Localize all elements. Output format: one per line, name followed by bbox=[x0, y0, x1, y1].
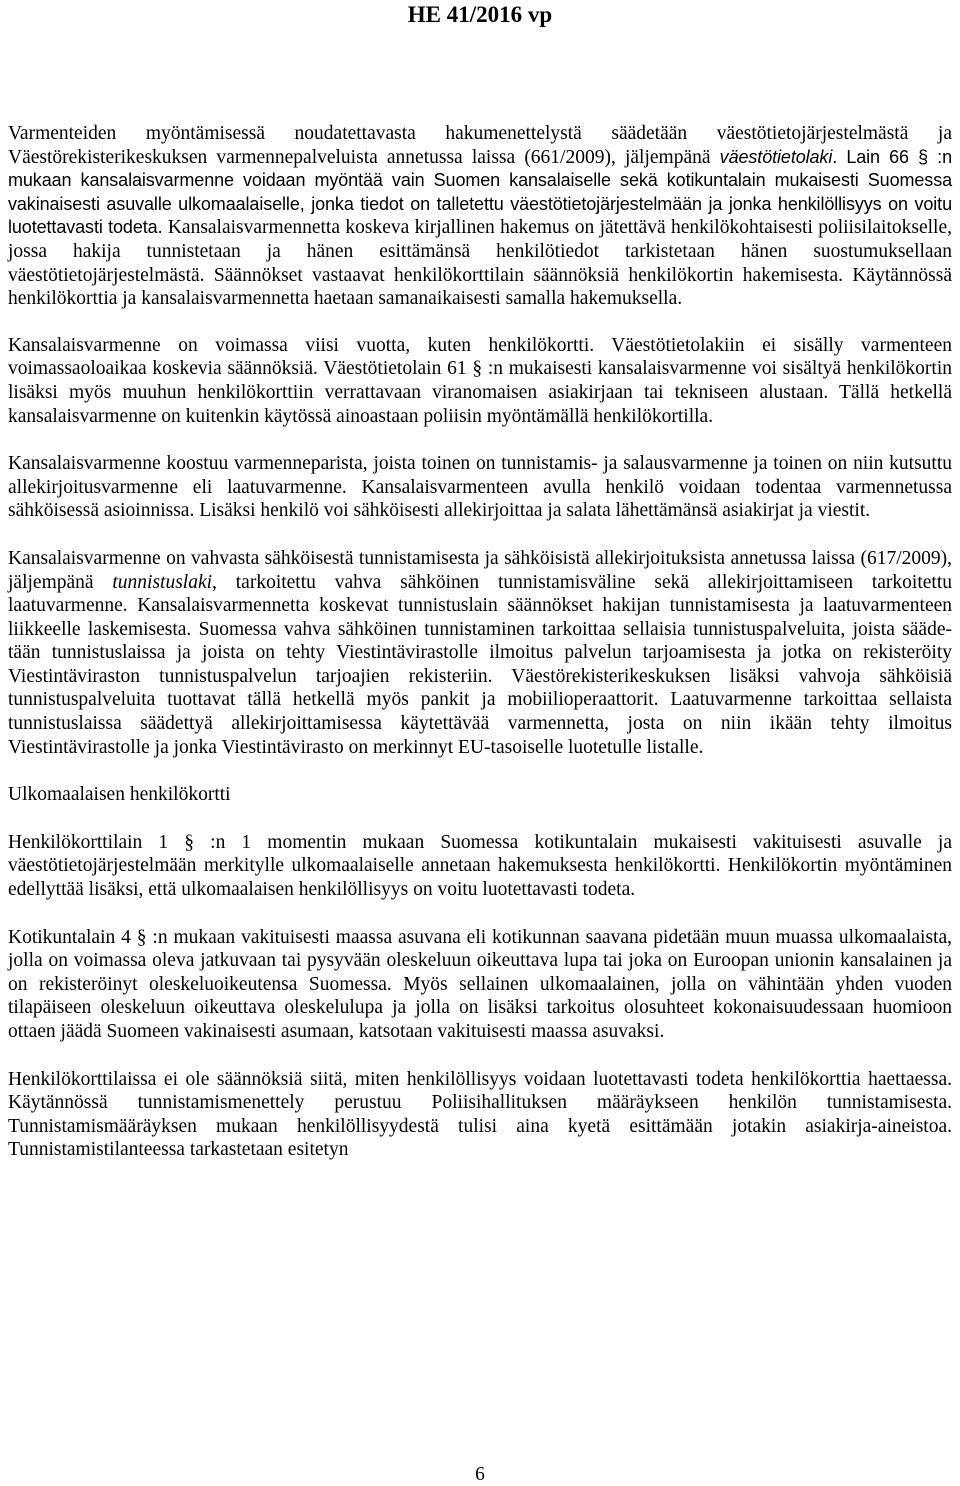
italic-term-vaestotietolaki: väestötietolaki bbox=[719, 146, 833, 167]
page-number: 6 bbox=[475, 1464, 485, 1485]
paragraph-citizen-certificate-application bbox=[8, 122, 952, 311]
document-header: HE 41/2016 vp bbox=[407, 2, 553, 27]
paragraph-certificate-validity: Kansalaisvarmenne on voimassa viisi vuotta, kuten henkilökortti. Väestötietolakiin ei sisälly varmenteen voimassaoloaikaa koskevia säännöksiä. Väestötietolain 61 § :n mukaisesti kansalaisvarmenne voi sisältyä henkilökortin lisäksi myös muuhun henkilökorttiin verrattavaan viranomaisen asiakirjaan tai tekniseen alustaan. Tällä hetkellä kansalaisvarmenne on kuitenkin käytössä ainoastaan poliisin myöntämällä henkilökortilla. bbox=[8, 334, 952, 427]
italic-term-tunnistuslaki: tunnistuslaki bbox=[112, 571, 213, 593]
paragraph-text: Varmenteiden myöntämisessä noudatettavasta hakumenettelystä säädetään väestötietojärjestelmästä ja Väestörekisterikeskuksen varmennepalveluista annetussa laissa (661/2009), jäljempänä bbox=[8, 123, 952, 168]
paragraph-identity-card-law: Henkilökorttilain 1 § :n 1 momentin mukaan Suomessa kotikuntalain mukaisesti vakituisesti asuvalle ja väestötietojärjestelmään merkitylle ulkomaalaiselle annetaan hakemuksesta henkilökortti. Henkilökortin myöntäminen edellyttää lisäksi, että ulkomaalaisen henkilöllisyys on voitu luotettavasti todeta. bbox=[8, 831, 952, 901]
paragraph-text: Kansalaisvarmenne on vahvasta sähköisestä tunnistamisesta ja sähköisistä allekirjoituksista annetussa laissa (617/2009), jäljempänä bbox=[8, 547, 952, 593]
paragraph-identification-procedure: Henkilökorttilaissa ei ole säännöksiä siitä, miten henkilöllisyys voidaan luotettavasti todeta henkilökorttia haettaessa. Käytännössä tunnistamismenettely perustuu Poliisihallituksen määräykseen henkilön tunnistamisesta. Tunnistamismääräyksen mukaan henkilöllisyydestä tulisi aina kyetä esittämään jotakin asiakirja-aineistoa. Tunnistamistilanteessa tarkastetaan esitetyn bbox=[8, 1068, 952, 1161]
paragraph-text: Kansalaisvarmennetta koskeva kirjallinen hakemus on jätettävä henkilökohtaisesti poliisilaitokselle, jossa hakija tunnistetaan ja hänen esittämänsä henkilötiedot tarkistetaan hänen suostumuksellaan väestötietojärjestelmästä. Säännökset vastaavat henkilökorttilain säännöksiä henkilökortin hakemisesta. Käytännössä henkilökorttia ja kansalaisvarmennetta haetaan samanaikaisesti samalla hakemuksella. bbox=[8, 217, 952, 310]
paragraph-text: , tarkoitettu vahva sähköinen tunnistamisväline sekä allekirjoittamiseen tarkoitettu laatuvarmenne. Kansalaisvarmennetta koskevat tunnistuslain säännökset hakijan tunnistamisesta ja laatuvarmenteen liikkeelle laskemisesta. Suomessa vahva sähköinen tunnistaminen tarkoittaa sellaisia tunnistuspalveluita, joista säädetään tunnistuslaissa ja joista on tehty Viestintävirastolle ilmoitus palvelun tarjoamisesta ja jotka on rekisteröity Viestintäviraston tunnistuspalvelun tarjoajien rekisteriin. Väestörekisterikeskuksen lisäksi vahvoja sähköisiä tunnistuspalveluita tuottavat tällä hetkellä myös pankit ja mobiilioperaattorit. Laatuvarmenne tarkoittaa sellaista tunnistuslaissa säädettyä allekirjoittamisessa käytettävää varmennetta, josta on niin ikään tehty ilmoitus Viestintävirastolle ja jonka Viestintävirasto on merkinnyt EU-tasoiselle luotetulle listalle. bbox=[8, 571, 952, 758]
document-body bbox=[8, 122, 952, 1186]
paragraph-strong-authentication bbox=[8, 547, 952, 759]
paragraph-text-sans: . Lain 66 § :n mukaan kansalaisvarmenne voidaan myöntää vain Suomen kansalaiselle sekä kotikuntalain mukaisesti Suomessa vakinaisesti asuvalle ulkomaalaiselle, jonka tiedot on talletettu väestötietojärjestelmään ja jonka henkilöllisyys on voitu luotettavasti todeta. bbox=[8, 146, 952, 238]
paragraph-municipality-law: Kotikuntalain 4 § :n mukaan vakituisesti maassa asuvana eli kotikunnan saavana pidetään muun muassa ulkomaalaista, jolla on voimassa oleva jatkuvaan tai pysyvään oleskeluun oikeuttava lupa tai joka on Euroopan unionin kansalainen ja on rekisteröinyt oleskeluoikeutensa Suomessa. Myös sellainen ulkomaalainen, jolla on vähintään yhden vuoden tilapäiseen oleskeluun oikeuttava oleskelulupa ja jolla on lisäksi tarkoitus olosuhteet kokonaisuudessaan huomioon ottaen jäädä Suomeen vakinaisesti asumaan, katsotaan vakituisesti maassa asuvaksi. bbox=[8, 926, 952, 1042]
section-heading: Ulkomaalaisen henkilökortti bbox=[8, 784, 231, 806]
paragraph-certificate-pair: Kansalaisvarmenne koostuu varmenneparista, joista toinen on tunnistamis- ja salausvarmenne ja toinen on niin kutsuttu allekirjoitusvarmenne eli laatuvarmenne. Kansalaisvarmenteen avulla henkilö voidaan todentaa varmennetussa sähköisessä asioinnissa. Lisäksi henkilö voi sähköisesti allekirjoittaa ja salata lähettämänsä asiakirjat ja viestit. bbox=[8, 453, 952, 522]
